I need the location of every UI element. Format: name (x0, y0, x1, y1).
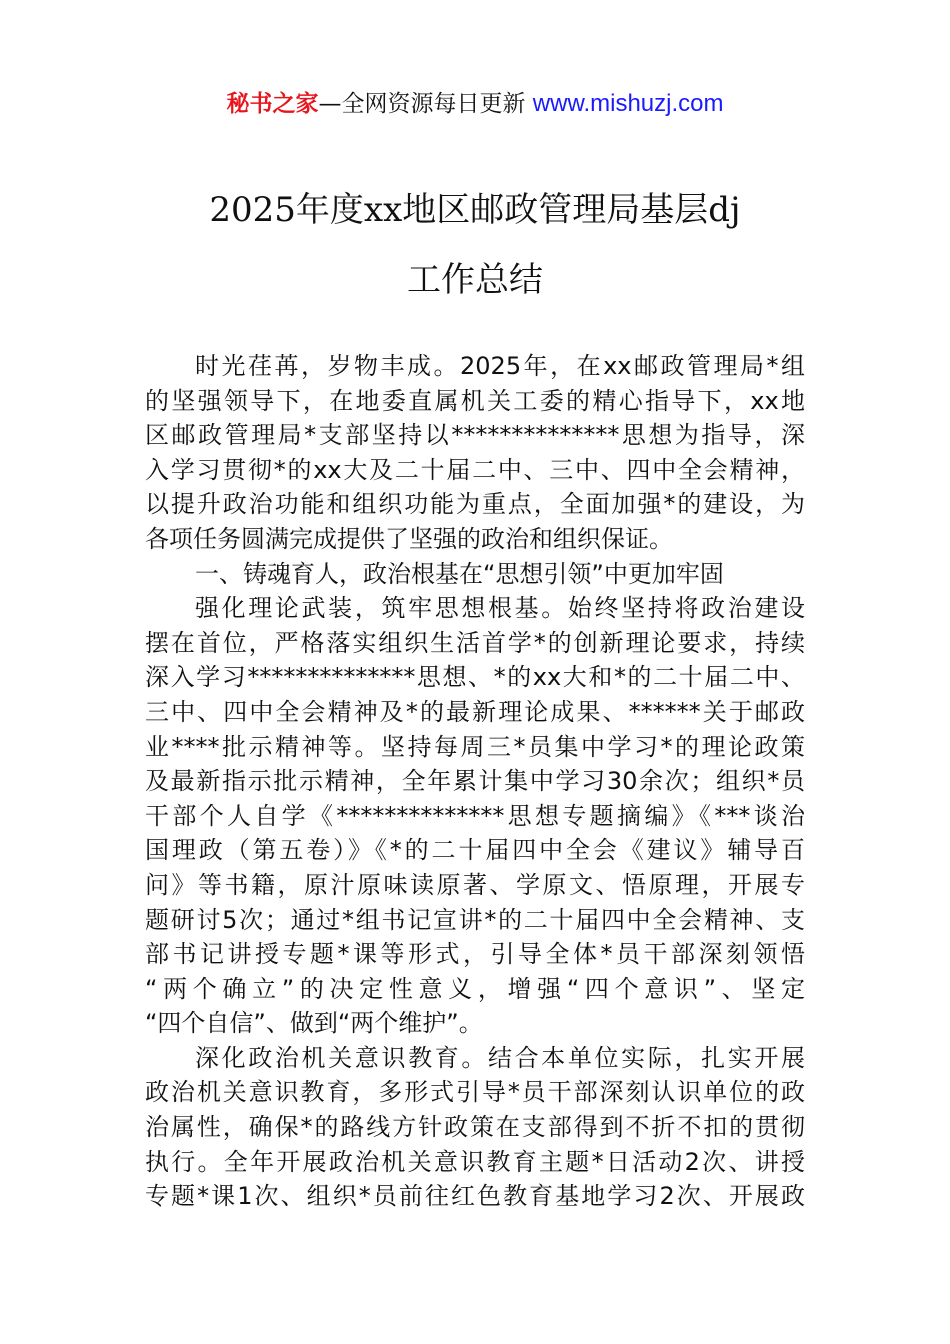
paragraph (145, 349, 805, 557)
text-line: “两个确立”的决定性意义，增强“四个意识”、坚定 (145, 974, 805, 1003)
text-line: 时光荏苒，岁物丰成。2025年，在xx邮政管理局*组 (195, 352, 805, 380)
text-line: 区邮政管理局*支部坚持以**************思想为指导，深 (145, 421, 805, 450)
text-line: 执行。全年开展政治机关意识教育主题*日活动2次、讲授 (145, 1147, 805, 1176)
text-line: 部书记讲授专题*课等形式，引导全体*员干部深刻领悟 (145, 940, 805, 969)
brand-name: 秘书之家 (226, 91, 319, 117)
document-title-line-1: 2025年度xx地区邮政管理局基层dj (209, 190, 741, 230)
document-title-line-2: 工作总结 (407, 260, 543, 300)
text-line: 各项任务圆满完成提供了坚强的政治和组织保证。 (145, 524, 673, 553)
text-line: 专题*课1次、组织*员前往红色教育基地学习2次、开展政 (145, 1182, 805, 1211)
header-tagline: —全网资源每日更新 (318, 91, 533, 117)
text-line: 治属性，确保*的路线方针政策在支部得到不折不扣的贯彻 (145, 1113, 805, 1142)
document-body (145, 349, 805, 1214)
text-line: “四个自信”、做到“两个维护”。 (145, 1009, 483, 1038)
site-header (0, 88, 950, 120)
text-line: 深入学习**************思想、*的xx大和*的二十届二中、 (145, 663, 805, 692)
site-url-link[interactable]: www.mishuzj.com (532, 90, 724, 117)
text-line: 题研讨5次；通过*组书记宣讲*的二十届四中全会精神、支 (145, 905, 805, 934)
text-line: 政治机关意识教育，多形式引导*员干部深刻认识单位的政 (145, 1078, 805, 1107)
text-line: 国理政（第五卷）》《*的二十届四中全会《建议》辅导百 (145, 836, 805, 865)
text-line: 一、铸魂育人，政治根基在“思想引领”中更加牢固 (195, 559, 724, 588)
paragraph (145, 591, 805, 1041)
text-line: 三中、四中全会精神及*的最新理论成果、******关于邮政 (145, 697, 805, 726)
text-line: 强化理论武装，筑牢思想根基。始终坚持将政治建设 (195, 594, 805, 623)
text-line: 入学习贯彻*的xx大及二十届二中、三中、四中全会精神， (145, 455, 805, 484)
text-line: 及最新指示批示精神，全年累计集中学习30余次；组织*员 (145, 767, 805, 796)
text-line: 问》等书籍，原汁原味读原著、学原文、悟原理，开展专 (145, 870, 805, 899)
text-line: 摆在首位，严格落实组织生活首学*的创新理论要求，持续 (145, 628, 805, 657)
text-line: 干部个人自学《**************思想专题摘编》《***谈治 (145, 801, 805, 830)
text-line: 业****批示精神等。坚持每周三*员集中学习*的理论政策 (145, 732, 805, 761)
text-line: 深化政治机关意识教育。结合本单位实际，扎实开展 (195, 1043, 805, 1072)
section-heading (145, 557, 805, 592)
text-line: 的坚强领导下，在地委直属机关工委的精心指导下，xx地 (145, 386, 805, 415)
paragraph (145, 1041, 805, 1214)
text-line: 以提升政治功能和组织功能为重点，全面加强*的建设，为 (145, 490, 805, 519)
